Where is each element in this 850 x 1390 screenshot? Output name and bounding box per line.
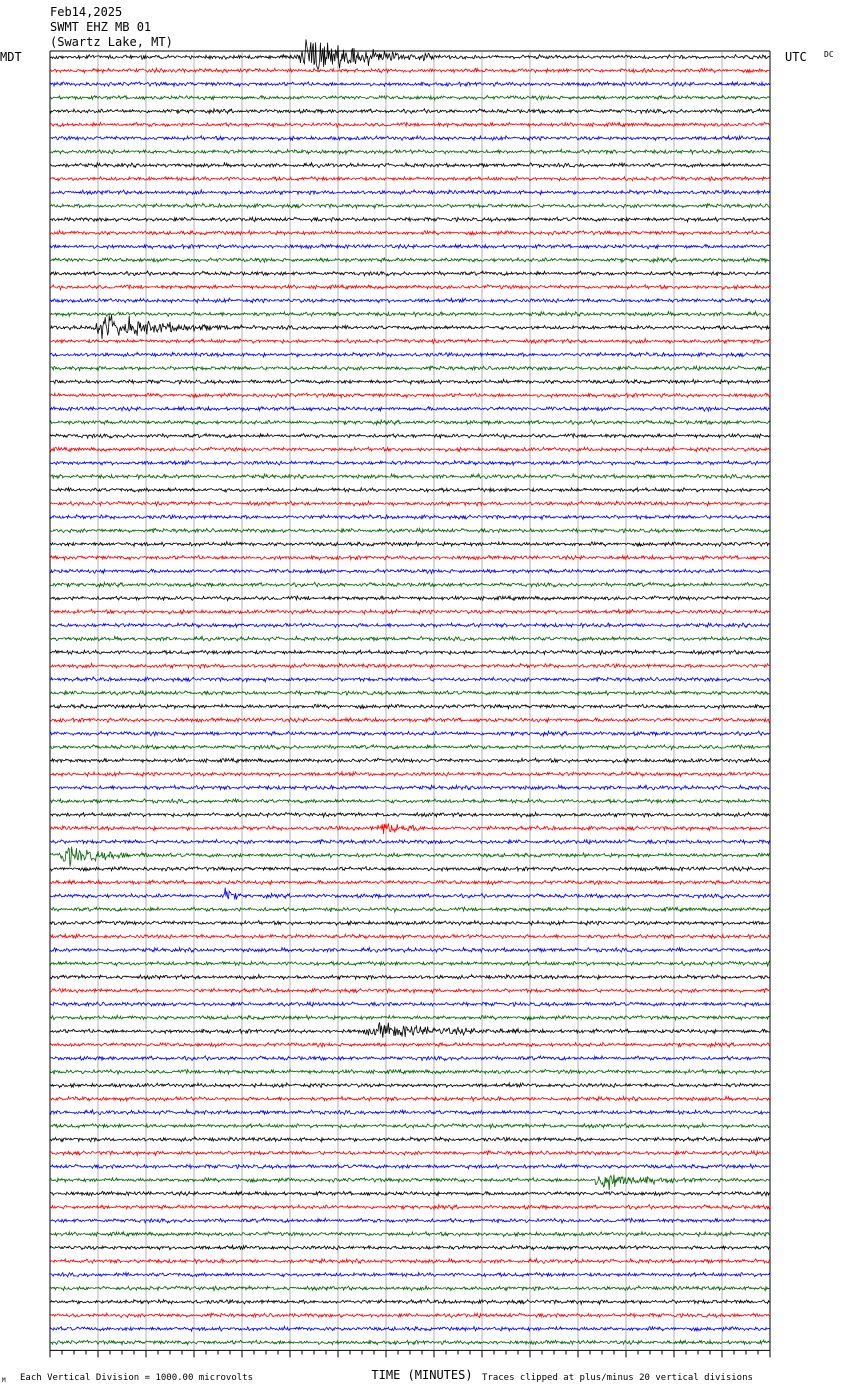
- minute-gridlines: [50, 51, 770, 1357]
- trace-line: [50, 393, 770, 397]
- trace-line: [50, 366, 770, 371]
- trace-line: [50, 663, 770, 668]
- trace-line: [50, 677, 770, 682]
- trace-line: [50, 785, 770, 790]
- trace-line: [50, 888, 770, 900]
- trace-line: [50, 1015, 770, 1020]
- trace-line: [50, 1191, 770, 1195]
- trace-line: [50, 840, 770, 845]
- left-timezone-label: MDT: [0, 50, 22, 64]
- trace-line: [50, 203, 770, 208]
- trace-line: [50, 109, 770, 114]
- trace-line: [50, 339, 770, 344]
- trace-line: [50, 812, 770, 817]
- trace-line: [50, 96, 770, 100]
- trace-line: [50, 447, 770, 452]
- trace-line: [50, 1083, 770, 1088]
- trace-line: [50, 555, 770, 560]
- trace-line: [50, 1313, 770, 1317]
- trace-line: [50, 907, 770, 912]
- trace-line: [50, 948, 770, 953]
- trace-line: [50, 569, 770, 573]
- trace-line: [50, 528, 770, 533]
- trace-line: [50, 258, 770, 263]
- dc-offset-header: DC: [824, 50, 834, 59]
- trace-line: [50, 163, 770, 168]
- clip-note: Traces clipped at plus/minus 20 vertical divisions: [482, 1373, 753, 1383]
- scale-note: Each Vertical Division = 1000.00 microvolts: [20, 1373, 253, 1383]
- x-axis-title: TIME (MINUTES): [371, 1368, 473, 1382]
- trace-line: [50, 704, 770, 709]
- trace-line: [50, 1232, 770, 1237]
- trace-line: [50, 1218, 770, 1223]
- trace-line: [50, 847, 770, 867]
- trace-line: [50, 122, 770, 127]
- trace-line: [50, 1175, 770, 1190]
- trace-line: [50, 934, 770, 939]
- trace-line: [50, 1340, 770, 1344]
- trace-line: [50, 1164, 770, 1169]
- trace-line: [50, 823, 770, 834]
- trace-line: [50, 921, 770, 926]
- trace-line: [50, 1259, 770, 1264]
- trace-line: [50, 407, 770, 412]
- trace-line: [50, 1137, 770, 1142]
- trace-line: [50, 867, 770, 872]
- trace-line: [50, 82, 770, 86]
- trace-line: [50, 312, 770, 317]
- trace-line: [50, 1205, 770, 1210]
- trace-line: [50, 420, 770, 425]
- trace-line: [50, 1069, 770, 1074]
- trace-line: [50, 352, 770, 357]
- trace-line: [50, 1151, 770, 1156]
- trace-line: [50, 379, 770, 384]
- date-label: Feb14,2025: [50, 5, 123, 19]
- trace-line: [50, 68, 770, 73]
- trace-line: [50, 231, 770, 236]
- trace-line: [50, 880, 770, 884]
- trace-line: [50, 1273, 770, 1277]
- trace-line: [50, 542, 770, 547]
- trace-line: [50, 623, 770, 628]
- trace-line: [50, 1096, 770, 1101]
- trace-line: [50, 217, 770, 222]
- trace-line: [50, 177, 770, 182]
- trace-line: [50, 285, 770, 290]
- trace-line: [50, 718, 770, 722]
- trace-line: [50, 1042, 770, 1047]
- trace-line: [50, 582, 770, 587]
- trace-line: [50, 271, 770, 276]
- trace-line: [50, 988, 770, 993]
- station-label: SWMT EHZ MB 01: [50, 20, 152, 34]
- trace-line: [50, 434, 770, 439]
- trace-line: [50, 1245, 770, 1249]
- trace-line: [50, 772, 770, 777]
- trace-line: [50, 650, 770, 655]
- trace-line: [50, 315, 770, 339]
- trace-line: [50, 515, 770, 520]
- trace-line: [50, 745, 770, 750]
- trace-line: [50, 488, 770, 492]
- trace-line: [50, 136, 770, 141]
- trace-line: [50, 474, 770, 479]
- location-label: (Swartz Lake, MT): [50, 35, 173, 49]
- trace-line: [50, 244, 770, 248]
- trace-line: [50, 758, 770, 763]
- trace-line: [50, 975, 770, 980]
- trace-line: [50, 501, 770, 506]
- trace-line: [50, 961, 770, 966]
- trace-line: [50, 596, 770, 601]
- trace-line: [50, 461, 770, 466]
- trace-line: [50, 190, 770, 195]
- trace-line: [50, 731, 770, 736]
- trace-line: [50, 1110, 770, 1115]
- trace-line: [50, 1286, 770, 1291]
- trace-line: [50, 1022, 770, 1037]
- corner-mark: M: [2, 1377, 6, 1384]
- right-timezone-label: UTC: [785, 50, 807, 64]
- seismic-traces: [50, 39, 770, 1344]
- trace-line: [50, 1326, 770, 1331]
- trace-line: [50, 799, 770, 803]
- trace-line: [50, 149, 770, 154]
- trace-line: [50, 1299, 770, 1304]
- trace-line: [50, 1056, 770, 1061]
- trace-line: [50, 609, 770, 614]
- trace-line: [50, 1123, 770, 1128]
- trace-line: [50, 636, 770, 641]
- trace-line: [50, 298, 770, 303]
- trace-line: [50, 1002, 770, 1006]
- trace-line: [50, 691, 770, 696]
